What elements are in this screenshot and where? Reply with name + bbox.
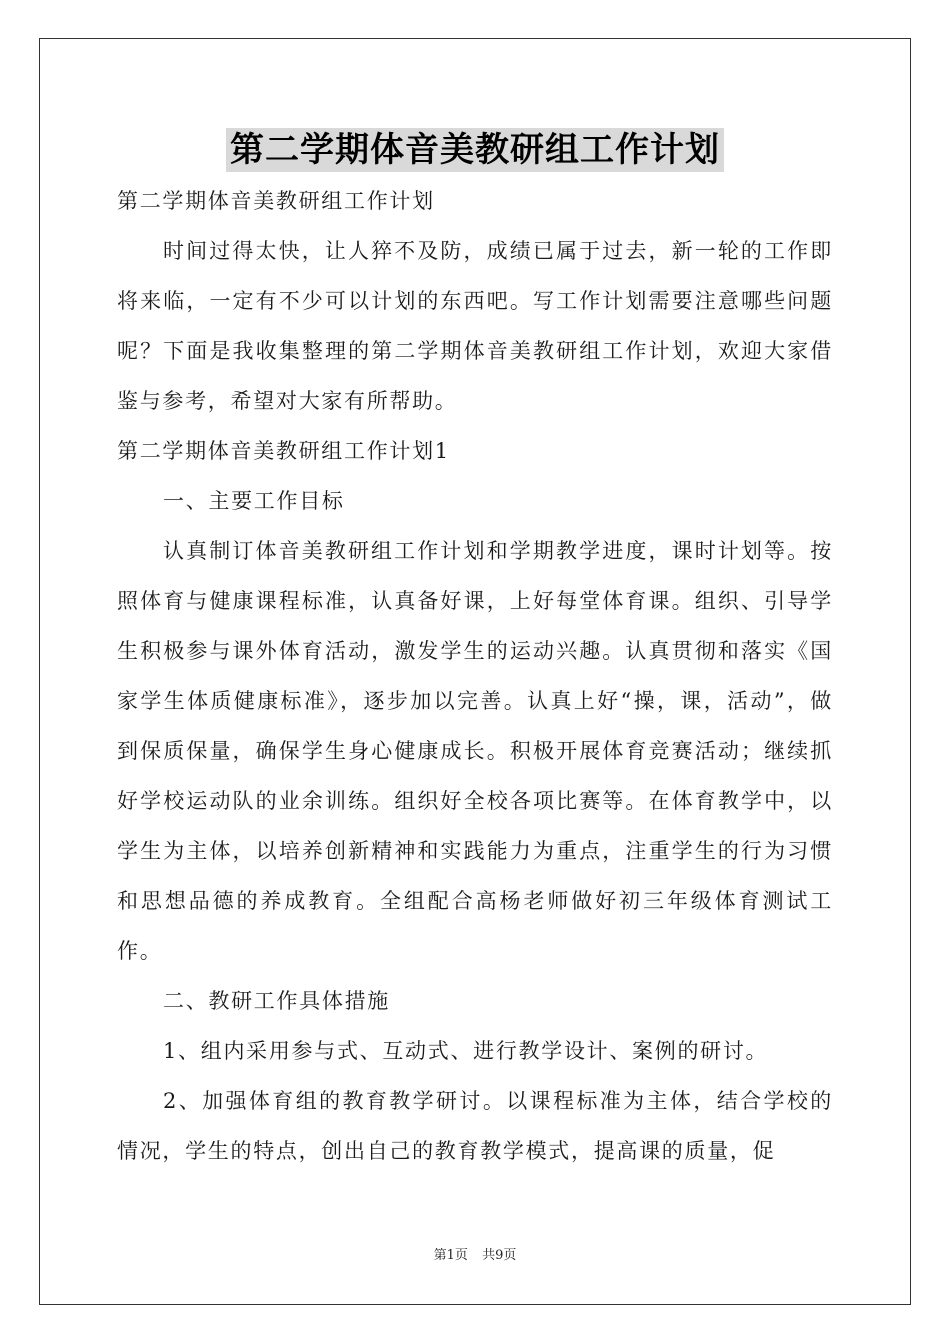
document-body	[117, 176, 833, 1176]
document-title: 第二学期体音美教研组工作计划	[226, 128, 724, 172]
page-number: 第1页	[433, 1248, 468, 1263]
measure-item-2: 2、加强体育组的教育教学研讨。以课程标准为主体，结合学校的情况，学生的特点，创出自己的教育教学模式，提高课的质量，促	[117, 1089, 833, 1163]
title-container	[0, 128, 950, 172]
page-total: 共9页	[482, 1248, 517, 1263]
document-subtitle: 第二学期体音美教研组工作计划	[117, 189, 435, 213]
heading-measures: 二、教研工作具体措施	[163, 989, 390, 1013]
heading-goals: 一、主要工作目标	[163, 489, 345, 513]
goals-paragraph: 认真制订体音美教研组工作计划和学期教学进度，课时计划等。按照体育与健康课程标准，认真备好课，上好每堂体育课。组织、引导学生积极参与课外体育活动，激发学生的运动兴趣。认真贯彻和落实《国家学生体质健康标准》，逐步加以完善。认真上好“操，课，活动”，做到保质保量，确保学生身心健康成长。积极开展体育竞赛活动；继续抓好学校运动队的业余训练。组织好全校各项比赛等。在体育教学中，以学生为主体，以培养创新精神和实践能力为重点，注重学生的行为习惯和思想品德的养成教育。全组配合高杨老师做好初三年级体育测试工作。	[117, 539, 833, 963]
measure-item-1: 1、组内采用参与式、互动式、进行教学设计、案例的研讨。	[163, 1039, 769, 1063]
intro-paragraph: 时间过得太快，让人猝不及防，成绩已属于过去，新一轮的工作即将来临，一定有不少可以计划的东西吧。写工作计划需要注意哪些问题呢？下面是我收集整理的第二学期体音美教研组工作计划，欢迎大家借鉴与参考，希望对大家有所帮助。	[117, 239, 833, 413]
section-heading: 第二学期体音美教研组工作计划1	[117, 439, 450, 463]
page-footer	[0, 1244, 950, 1263]
